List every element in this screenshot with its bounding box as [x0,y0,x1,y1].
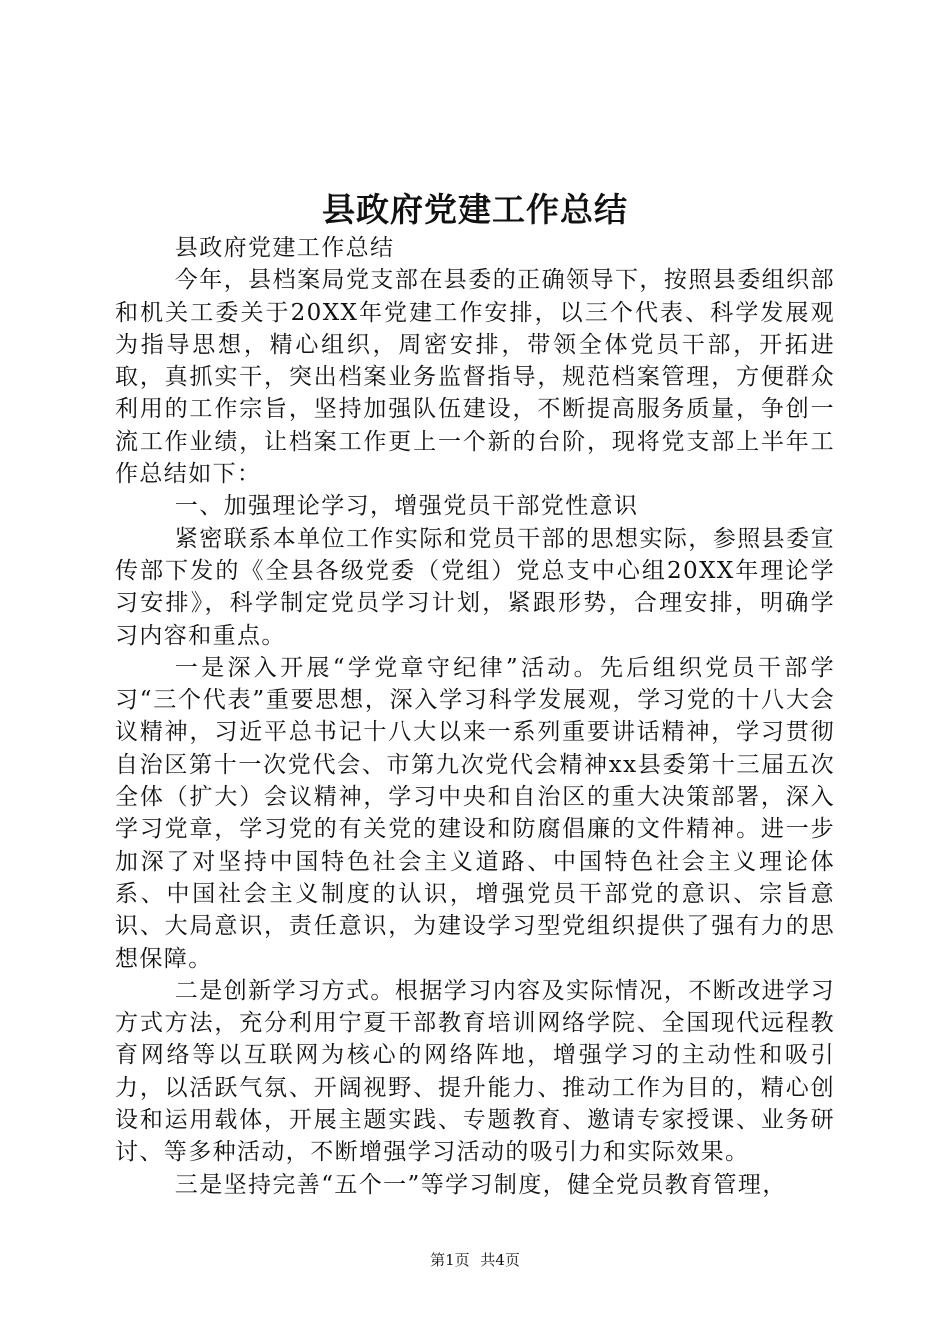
body-paragraph: 三是坚持完善“五个一”等学习制度，健全党员教育管理， [174,1171,787,1198]
body-paragraph-intro: 今年，县档案局党支部在县委的正确领导下，按照县委组织部和机关工委关于20XX年党建工作安排，以三个代表、科学发展观为指导思想，精心组织，周密安排，带领全体党员干部，开拓进取，真抓实干，突出档案业务监督指导，规范档案管理，方便群众利用的工作宗旨，坚持加强队伍建设，不断提高服务质量，争创一流工作业绩，让档案工作更上一个新的台阶，现将党支部上半年工作总结如下： [115,267,835,488]
body-paragraph: 二是创新学习方式。根据学习内容及实际情况，不断改进学习方式方法，充分利用宁夏干部教育培训网络学院、全国现代远程教育网络等以互联网为核心的网络阵地，增强学习的主动性和吸引力，以活跃气氛、开阔视野、提升能力、推动工作为目的，精心创设和运用载体，开展主题实践、专题教育、邀请专家授课、业务研讨、等多种活动，不断增强学习活动的吸引力和实际效果。 [115,977,835,1166]
body-paragraph: 一是深入开展“学党章守纪律”活动。先后组织党员干部学习“三个代表”重要思想，深入学习科学发展观，学习党的十八大会议精神，习近平总书记十八大以来一系列重要讲话精神，学习贯彻自治区第十一次党代会、市第九次党代会精神xx县委第十三届五次全体（扩大）会议精神，学习中央和自治区的重大决策部署，深入学习党章，学习党的有关党的建设和防腐倡廉的文件精神。进一步加深了对坚持中国特色社会主义道路、中国特色社会主义理论体系、中国社会主义制度的认识，增强党员干部党的意识、宗旨意识、大局意识，责任意识，为建设学习型党组织提供了强有力的思想保障。 [115,654,835,972]
page-footer [0,1250,950,1270]
document-body [115,232,835,1201]
page-number-total: 共4页 [480,1251,520,1269]
page-number-current: 第1页 [430,1251,470,1269]
section-heading-1: 一、加强理论学习，增强党员干部党性意识 [174,493,639,520]
document-title: 县政府党建工作总结 [322,190,628,229]
body-paragraph: 紧密联系本单位工作实际和党员干部的思想实际，参照县委宣传部下发的《全县各级党委（党组）党总支中心组20XX年理论学习安排》，科学制定党员学习计划，紧跟形势，合理安排，明确学习内容和重点。 [115,525,835,649]
body-paragraph-subtitle: 县政府党建工作总结 [174,235,395,261]
